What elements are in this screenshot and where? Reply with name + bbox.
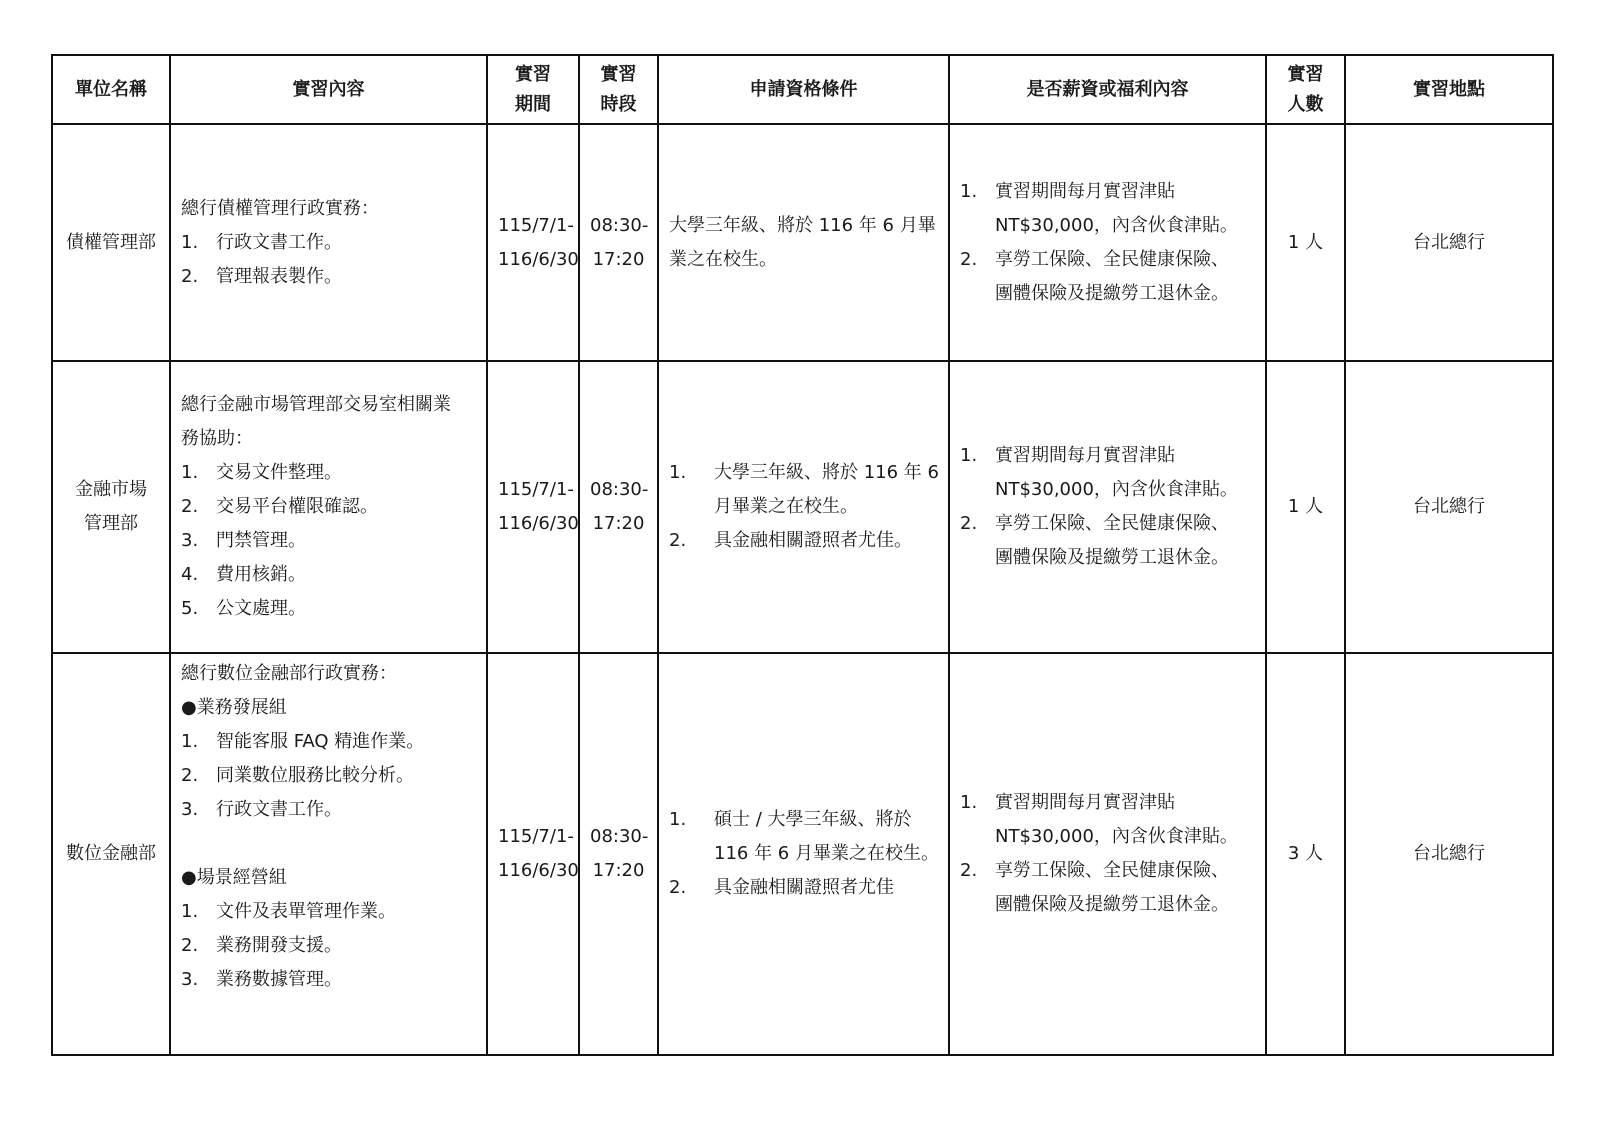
header-period: 實習 期間 — [487, 55, 579, 124]
qualification-cell — [658, 653, 949, 1055]
content-list — [181, 226, 476, 294]
list-item: 2. 具金融相關證照者尤佳 — [669, 877, 894, 898]
list-item: 2. 具金融相關證照者尤佳。 — [669, 530, 912, 551]
header-content: 實習內容 — [170, 55, 487, 124]
list-item: 2. 享勞工保險、全民健康保險、 團體保險及提繳勞工退休金。 — [960, 513, 1229, 568]
period-cell: 115/7/1- 116/6/30 — [487, 653, 579, 1055]
header-time: 實習 時段 — [579, 55, 658, 124]
list-item: 1. 實習期間每月實習津貼 NT$30,000，內含伙食津貼。 — [960, 445, 1238, 500]
unit-name: 金融市場 — [75, 479, 147, 500]
content-intro: 總行金融市場管理部交易室相關業 — [181, 394, 451, 415]
header-count: 實習 人數 — [1266, 55, 1345, 124]
list-item: 1. 大學三年級、將於 116 年 6 月畢業之在校生。 — [669, 462, 939, 517]
content-intro: 務協助： — [181, 428, 253, 449]
list-item: 2. 享勞工保險、全民健康保險、 團體保險及提繳勞工退休金。 — [960, 860, 1229, 915]
qualification-cell — [658, 124, 949, 361]
content-cell — [170, 124, 487, 361]
list-item: 2. 業務開發支援。 — [181, 935, 342, 956]
table-row — [52, 361, 1553, 653]
content-intro: 總行數位金融部行政實務： — [181, 663, 397, 684]
qualification-list — [669, 456, 938, 558]
group-title: ●業務發展組 — [181, 697, 287, 718]
content-intro: 總行債權管理行政實務： — [181, 197, 379, 219]
benefits-list — [960, 439, 1255, 575]
benefits-cell — [949, 653, 1266, 1055]
group-title: ●場景經營組 — [181, 867, 287, 888]
benefits-cell — [949, 361, 1266, 653]
qualification-text: 大學三年級、將於 116 年 6 月畢業之在校生。 — [669, 214, 936, 270]
content-list — [181, 456, 476, 626]
qualification-list — [669, 803, 938, 905]
list-item: 1. 文件及表單管理作業。 — [181, 901, 396, 922]
table-row — [52, 653, 1553, 1055]
content-list — [181, 725, 476, 827]
list-item: 1. 交易文件整理。 — [181, 462, 342, 483]
table-row — [52, 124, 1553, 361]
unit-cell — [52, 653, 170, 1055]
count-cell: 3 人 — [1266, 653, 1345, 1055]
list-item: 1. 行政文書工作。 — [181, 231, 342, 253]
list-item: 1. 實習期間每月實習津貼 NT$30,000，內含伙食津貼。 — [960, 180, 1238, 236]
qualification-cell — [658, 361, 949, 653]
period-cell: 115/7/1- 116/6/30 — [487, 361, 579, 653]
list-item: 1. 智能客服 FAQ 精進作業。 — [181, 731, 425, 752]
benefits-list — [960, 786, 1255, 922]
header-location: 實習地點 — [1345, 55, 1553, 124]
unit-cell — [52, 361, 170, 653]
content-list — [181, 895, 476, 997]
unit-name: 數位金融部 — [66, 843, 156, 864]
location-cell: 台北總行 — [1345, 653, 1553, 1055]
unit-cell — [52, 124, 170, 361]
list-item: 2. 享勞工保險、全民健康保險、 團體保險及提繳勞工退休金。 — [960, 248, 1229, 304]
list-item: 3. 行政文書工作。 — [181, 799, 342, 820]
spacer — [181, 827, 476, 861]
list-item: 3. 業務數據管理。 — [181, 969, 342, 990]
content-cell — [170, 361, 487, 653]
time-cell: 08:30- 17:20 — [579, 124, 658, 361]
benefits-cell — [949, 124, 1266, 361]
list-item: 2. 同業數位服務比較分析。 — [181, 765, 414, 786]
list-item: 4. 費用核銷。 — [181, 564, 306, 585]
count-cell: 1 人 — [1266, 361, 1345, 653]
list-item: 3. 門禁管理。 — [181, 530, 306, 551]
time-cell: 08:30- 17:20 — [579, 653, 658, 1055]
count-cell: 1 人 — [1266, 124, 1345, 361]
header-qualification: 申請資格條件 — [658, 55, 949, 124]
unit-name: 管理部 — [84, 513, 138, 534]
benefits-list — [960, 175, 1255, 311]
header-unit: 單位名稱 — [52, 55, 170, 124]
list-item: 1. 碩士 / 大學三年級、將於 116 年 6 月畢業之在校生。 — [669, 809, 939, 864]
location-cell: 台北總行 — [1345, 124, 1553, 361]
list-item: 5. 公文處理。 — [181, 598, 306, 619]
header-row — [52, 55, 1553, 124]
header-benefits: 是否薪資或福利內容 — [949, 55, 1266, 124]
content-cell — [170, 653, 487, 1055]
list-item: 2. 管理報表製作。 — [181, 265, 342, 287]
period-cell: 115/7/1- 116/6/30 — [487, 124, 579, 361]
internship-table — [51, 54, 1554, 1056]
list-item: 2. 交易平台權限確認。 — [181, 496, 378, 517]
list-item: 1. 實習期間每月實習津貼 NT$30,000，內含伙食津貼。 — [960, 792, 1238, 847]
time-cell: 08:30- 17:20 — [579, 361, 658, 653]
location-cell: 台北總行 — [1345, 361, 1553, 653]
unit-name: 債權管理部 — [66, 231, 156, 253]
